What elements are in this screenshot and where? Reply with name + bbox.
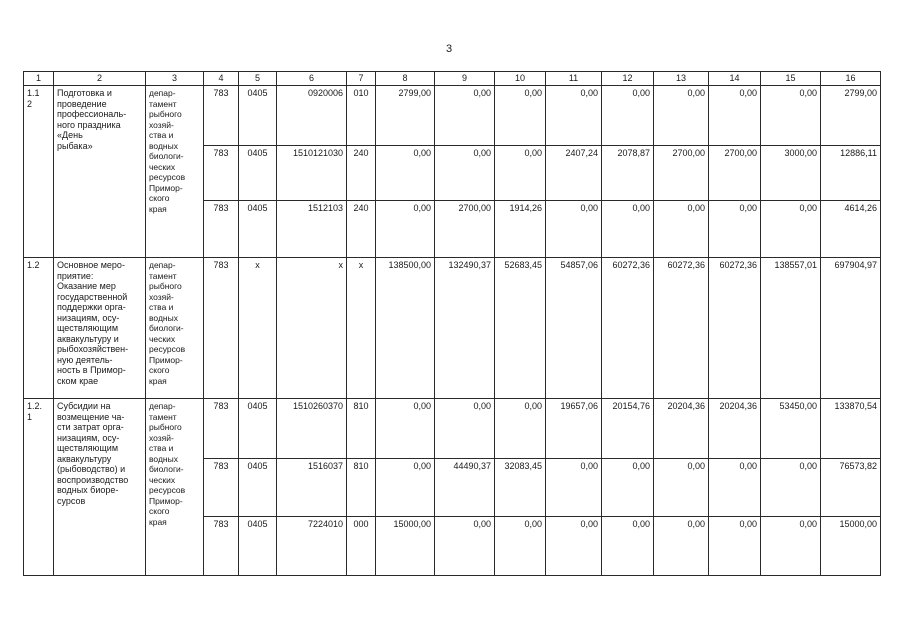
data-cell: 60272,36 <box>709 258 761 399</box>
data-cell: 783 <box>204 399 239 459</box>
data-cell: 783 <box>204 258 239 399</box>
data-cell: 60272,36 <box>602 258 654 399</box>
data-cell: 0,00 <box>376 201 435 258</box>
column-header: 14 <box>709 72 761 86</box>
data-cell: 240 <box>347 146 376 201</box>
data-cell: 0,00 <box>709 517 761 576</box>
row-number: 1.2 <box>24 258 54 399</box>
data-cell: 0,00 <box>709 459 761 517</box>
data-cell: 0,00 <box>602 517 654 576</box>
data-cell: 0,00 <box>761 517 821 576</box>
data-cell: 12886,11 <box>821 146 881 201</box>
data-cell: 000 <box>347 517 376 576</box>
data-cell: 76573,82 <box>821 459 881 517</box>
data-cell: 1510121030 <box>277 146 347 201</box>
data-cell: 3000,00 <box>761 146 821 201</box>
data-cell: 0405 <box>239 146 277 201</box>
data-cell: 0,00 <box>709 201 761 258</box>
data-cell: 0,00 <box>602 459 654 517</box>
data-cell: 20204,36 <box>654 399 709 459</box>
data-cell: 2700,00 <box>435 201 495 258</box>
data-cell: 0405 <box>239 201 277 258</box>
data-cell: 0,00 <box>495 86 546 146</box>
data-cell: 0,00 <box>435 517 495 576</box>
data-cell: 138500,00 <box>376 258 435 399</box>
column-header: 16 <box>821 72 881 86</box>
data-cell: 15000,00 <box>376 517 435 576</box>
executor: депар- тамент рыбного хозяй- ства и водных биологи- ческих ресурсов Примор- ского края <box>146 86 204 258</box>
data-cell: 1516037 <box>277 459 347 517</box>
data-cell: x <box>277 258 347 399</box>
data-cell: 2700,00 <box>654 146 709 201</box>
data-cell: 0,00 <box>654 86 709 146</box>
data-cell: 0,00 <box>376 146 435 201</box>
data-cell: 44490,37 <box>435 459 495 517</box>
data-cell: 0,00 <box>546 201 602 258</box>
data-cell: 19657,06 <box>546 399 602 459</box>
data-cell: 138557,01 <box>761 258 821 399</box>
data-cell: 0,00 <box>376 399 435 459</box>
column-header: 13 <box>654 72 709 86</box>
header-row <box>24 72 881 86</box>
data-cell: 0,00 <box>602 86 654 146</box>
data-cell: 60272,36 <box>654 258 709 399</box>
data-cell: 240 <box>347 201 376 258</box>
column-header: 9 <box>435 72 495 86</box>
data-cell: 0,00 <box>376 459 435 517</box>
row-number: 1.1 2 <box>24 86 54 258</box>
data-cell: 0,00 <box>435 399 495 459</box>
data-cell: 2799,00 <box>821 86 881 146</box>
data-cell: 0,00 <box>602 201 654 258</box>
data-cell: 0,00 <box>654 459 709 517</box>
data-cell: 0,00 <box>709 86 761 146</box>
table-row <box>24 86 881 146</box>
data-cell: 132490,37 <box>435 258 495 399</box>
data-cell: 15000,00 <box>821 517 881 576</box>
column-header: 8 <box>376 72 435 86</box>
data-cell: 697904,97 <box>821 258 881 399</box>
data-cell: 0,00 <box>761 201 821 258</box>
data-cell: 783 <box>204 86 239 146</box>
column-header: 3 <box>146 72 204 86</box>
column-header: 4 <box>204 72 239 86</box>
data-cell: 2078,87 <box>602 146 654 201</box>
data-cell: 20204,36 <box>709 399 761 459</box>
data-cell: 783 <box>204 201 239 258</box>
data-cell: 810 <box>347 459 376 517</box>
column-header: 2 <box>54 72 146 86</box>
data-cell: 0,00 <box>495 146 546 201</box>
data-cell: 0,00 <box>495 399 546 459</box>
row-number: 1.2. 1 <box>24 399 54 576</box>
column-header: 11 <box>546 72 602 86</box>
data-cell: 783 <box>204 146 239 201</box>
data-cell: 810 <box>347 399 376 459</box>
data-cell: 133870,54 <box>821 399 881 459</box>
data-cell: 0405 <box>239 399 277 459</box>
data-cell: 1914,26 <box>495 201 546 258</box>
data-cell: 0405 <box>239 86 277 146</box>
data-cell: 2407,24 <box>546 146 602 201</box>
data-cell: 32083,45 <box>495 459 546 517</box>
data-cell: x <box>347 258 376 399</box>
data-cell: 7224010 <box>277 517 347 576</box>
data-cell: 0,00 <box>654 517 709 576</box>
data-cell: 4614,26 <box>821 201 881 258</box>
data-cell: 0,00 <box>546 86 602 146</box>
data-cell: 1510260370 <box>277 399 347 459</box>
data-cell: 0,00 <box>761 459 821 517</box>
data-cell: 0,00 <box>495 517 546 576</box>
data-cell: 0,00 <box>435 146 495 201</box>
budget-table <box>23 71 881 576</box>
data-cell: 0,00 <box>654 201 709 258</box>
data-cell: 2799,00 <box>376 86 435 146</box>
data-cell: 783 <box>204 517 239 576</box>
data-cell: 0405 <box>239 459 277 517</box>
page-number: 3 <box>446 43 453 55</box>
data-cell: 54857,06 <box>546 258 602 399</box>
data-cell: 0,00 <box>546 459 602 517</box>
table-row <box>24 399 881 459</box>
column-header: 10 <box>495 72 546 86</box>
data-cell: 783 <box>204 459 239 517</box>
measure-name: Субсидии на возмещение ча- сти затрат орга- низациям, осу- ществляющим аквакультуру (рыбоводство) и воспроизводство водных биоре- сурсов <box>54 399 146 576</box>
column-header: 6 <box>277 72 347 86</box>
data-cell: 0920006 <box>277 86 347 146</box>
data-cell: 20154,76 <box>602 399 654 459</box>
data-cell: 0,00 <box>546 517 602 576</box>
column-header: 15 <box>761 72 821 86</box>
data-cell: 2700,00 <box>709 146 761 201</box>
column-header: 12 <box>602 72 654 86</box>
data-cell: 52683,45 <box>495 258 546 399</box>
column-header: 1 <box>24 72 54 86</box>
data-cell: 0,00 <box>761 86 821 146</box>
measure-name: Подготовка и проведение профессиональ- ного праздника «День рыбака» <box>54 86 146 258</box>
measure-name: Основное меро- приятие: Оказание мер государственной поддержки орга- низациям, осу- ществляющим аквакультуру и рыбохозяйствен- ную деятель- ность в Примор- ском крае <box>54 258 146 399</box>
executor: депар- тамент рыбного хозяй- ства и водных биологи- ческих ресурсов Примор- ского края <box>146 399 204 576</box>
executor: депар- тамент рыбного хозяй- ства и водных биологи- ческих ресурсов Примор- ского края <box>146 258 204 399</box>
data-cell: x <box>239 258 277 399</box>
data-cell: 0,00 <box>435 86 495 146</box>
data-cell: 1512103 <box>277 201 347 258</box>
table-row <box>24 258 881 399</box>
data-cell: 0405 <box>239 517 277 576</box>
column-header: 7 <box>347 72 376 86</box>
column-header: 5 <box>239 72 277 86</box>
data-cell: 53450,00 <box>761 399 821 459</box>
data-cell: 010 <box>347 86 376 146</box>
